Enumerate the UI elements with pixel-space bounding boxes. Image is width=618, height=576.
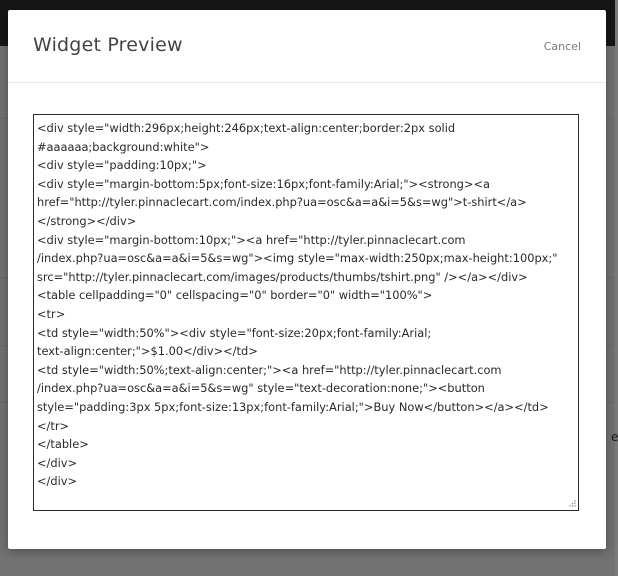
code-line: <table cellpadding="0" cellspacing="0" border="0" width="100%"> [37, 288, 433, 303]
code-line: <div style="padding:10px;"> [37, 158, 207, 173]
code-line: <div style="width:296px;height:246px;text-align:center;border:2px solid [37, 121, 456, 135]
background-edge-text: e [611, 430, 618, 444]
code-line: <div style="margin-bottom:5px;font-size:16px;font-family:Arial;"><strong><a [37, 176, 490, 191]
code-line: src="http://tyler.pinnaclecart.com/images/products/thumbs/tshirt.png" /></a></div> [37, 269, 528, 284]
code-line: text-align:center;">$1.00</div></td> [37, 344, 258, 359]
code-line: href="http://tyler.pinnaclecart.com/index.php?ua=osc&a=a&i=5&s=wg">t-shirt</a> [37, 195, 527, 210]
code-line: </div> [37, 474, 78, 489]
widget-code-text [37, 119, 575, 491]
code-line: </strong></div> [37, 213, 137, 228]
code-line: /index.php?ua=osc&a=a&i=5&s=wg" style="text-decoration:none;"><button [37, 381, 485, 396]
code-line: </tr> [37, 418, 70, 433]
code-line: </div> [37, 455, 78, 470]
widget-code-textarea[interactable] [33, 114, 579, 511]
code-line: /index.php?ua=osc&a=a&i=5&s=wg"><img style="max-width:250px;max-height:100px;" [37, 251, 558, 266]
code-line: <div style="margin-bottom:10px;"><a href="http://tyler.pinnaclecart.com [37, 232, 466, 247]
code-line: <tr> [37, 306, 66, 321]
dialog-header [8, 10, 606, 83]
widget-preview-dialog [8, 10, 606, 549]
code-line: #aaaaaa;background:white"> [37, 139, 210, 154]
dialog-title: Widget Preview [33, 34, 183, 56]
resize-handle-icon[interactable] [568, 500, 576, 508]
code-line: style="padding:3px 5px;font-size:13px;font-family:Arial;">Buy Now</button></a></td> [37, 399, 549, 414]
code-line: <td style="width:50%"><div style="font-size:20px;font-family:Arial; [37, 325, 432, 340]
cancel-button[interactable]: Cancel [543, 40, 581, 53]
code-line: <td style="width:50%;text-align:center;"><a href="http://tyler.pinnaclecart.com [37, 362, 502, 377]
code-line: </table> [37, 437, 89, 452]
